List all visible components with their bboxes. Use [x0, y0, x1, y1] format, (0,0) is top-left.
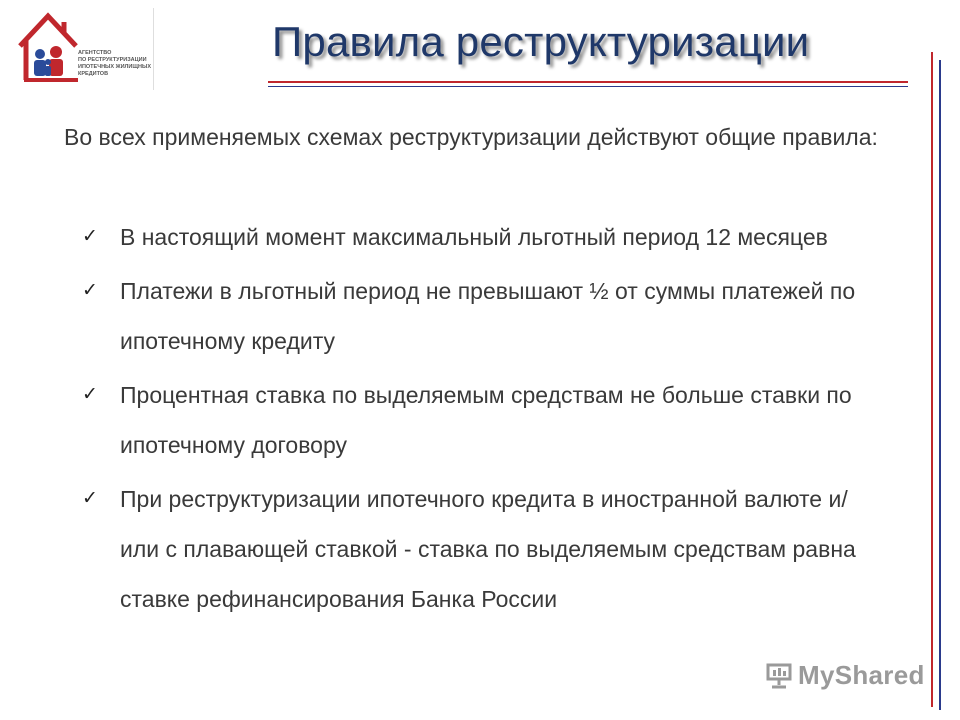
list-item — [80, 266, 880, 366]
checkmark-icon: ✓ — [82, 226, 98, 247]
myshared-watermark — [766, 657, 925, 693]
logo-line: АГЕНТСТВО — [78, 50, 112, 56]
checkmark-icon: ✓ — [82, 280, 98, 301]
right-border-red — [931, 52, 933, 707]
title-underline-blue — [268, 86, 908, 87]
list-item-text: В настоящий момент максимальный льготный период 12 месяцев — [120, 224, 828, 250]
title-underline-red — [268, 81, 908, 83]
list-item — [80, 370, 880, 470]
logo-line: КРЕДИТОВ — [78, 71, 109, 77]
agency-logo — [16, 8, 154, 90]
list-item — [80, 474, 880, 624]
list-item-text: При реструктуризации ипотечного кредита в иностранной валюте и/или с плавающей ставкой - ставка по выделяемым средствам равна ставке рефинансирования Банка России — [120, 486, 856, 612]
list-item-text: Платежи в льготный период не превышают ½ от суммы платежей по ипотечному кредиту — [120, 278, 856, 354]
house-family-icon — [16, 8, 80, 84]
checkmark-icon: ✓ — [82, 384, 98, 405]
checkmark-icon: ✓ — [82, 488, 98, 509]
slide-title: Правила реструктуризации — [272, 18, 810, 65]
right-border-blue — [939, 60, 941, 710]
intro-text: Во всех применяемых схемах реструктуризации действуют общие правила: — [64, 124, 878, 150]
logo-line: ПО РЕСТРУКТУРИЗАЦИИ — [78, 57, 147, 63]
logo-line: ИПОТЕЧНЫХ ЖИЛИЩНЫХ — [78, 64, 151, 70]
watermark-text: MyShared — [798, 659, 925, 690]
list-item-text: Процентная ставка по выделяемым средствам не больше ставки по ипотечному договору — [120, 382, 852, 458]
rules-list — [80, 212, 880, 628]
presentation-icon — [766, 661, 792, 689]
list-item — [80, 212, 880, 262]
logo-caption — [78, 50, 158, 78]
